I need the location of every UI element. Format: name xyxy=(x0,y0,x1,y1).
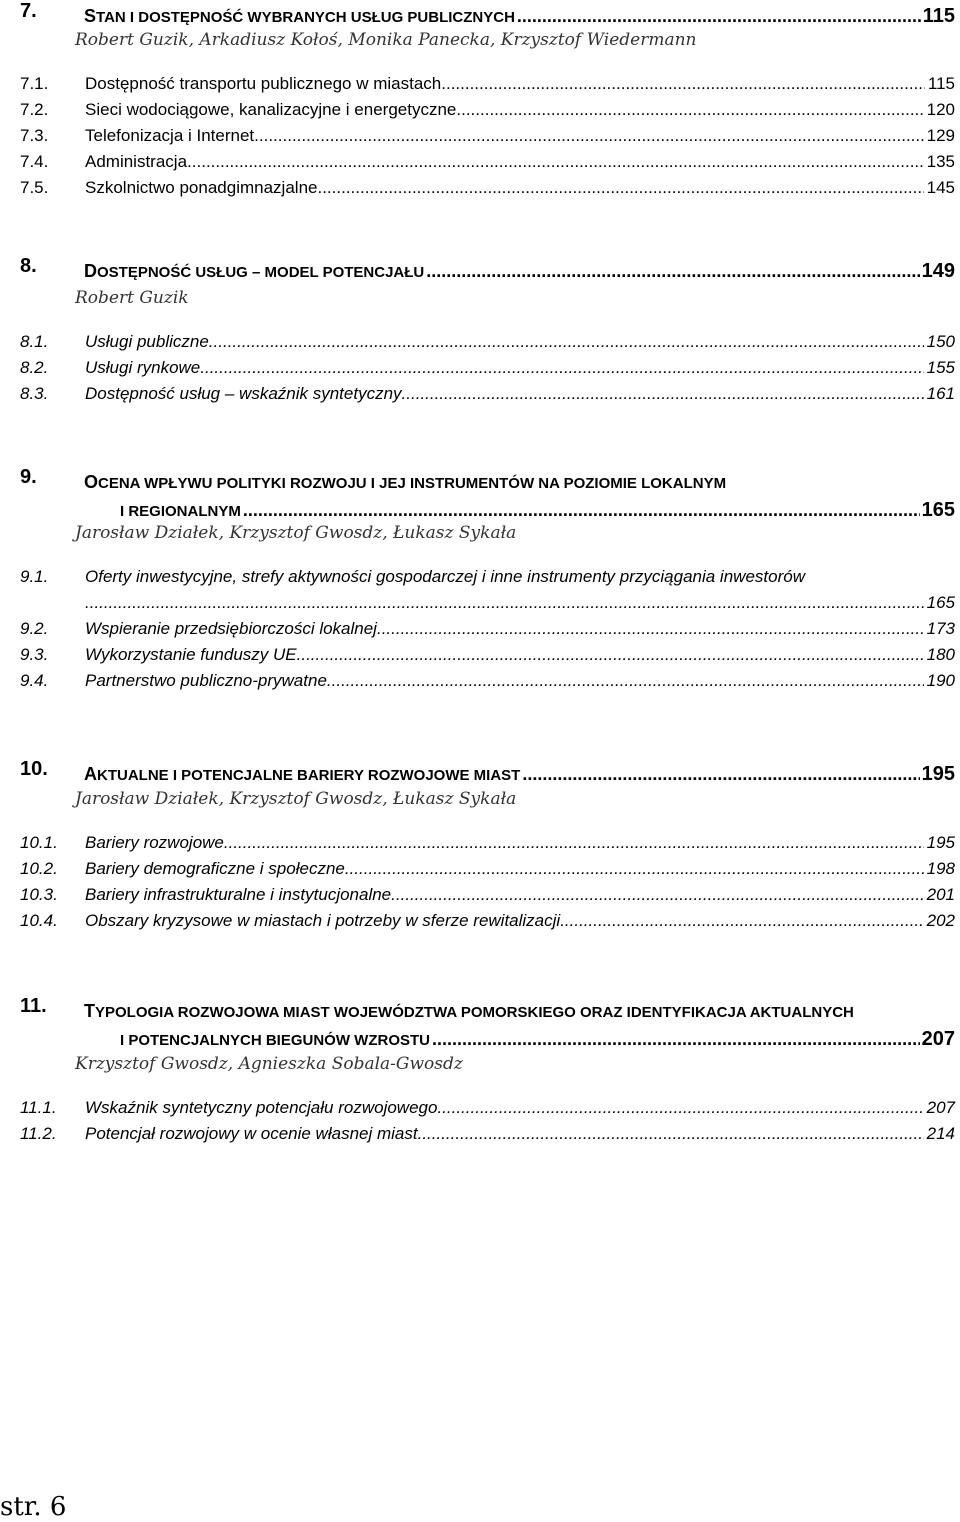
chapter-page: 149 xyxy=(921,260,955,282)
chapter-title: D OSTĘPNOŚĆ USŁUG – MODEL POTENCJAŁU ..... 149 xyxy=(84,257,955,287)
chapter-heading[interactable] xyxy=(20,255,955,285)
toc-entry[interactable]: 11.1. Wskaźnik syntetyczny potencjału rozwojowego ..... 207 xyxy=(20,1095,955,1121)
chapter-page: 165 xyxy=(921,499,955,521)
chapter-11 xyxy=(20,995,955,1147)
toc-entry[interactable]: 10.3. Bariery infrastrukturalne i instytucjonalne ..... 201 xyxy=(20,882,955,908)
toc-entry[interactable]: 11.2. Potencjał rozwojowy w ocenie własnej miast ..... 214 xyxy=(20,1121,955,1147)
chapter-heading[interactable] xyxy=(20,466,955,522)
chapter-title-line2: I REGIONALNYM ..... 165 xyxy=(120,496,955,526)
chapter-number: 7. xyxy=(20,0,37,22)
chapter-page: 195 xyxy=(921,763,955,785)
chapter-heading[interactable] xyxy=(20,0,955,30)
toc-entry[interactable]: 7.2. Sieci wodociągowe, kanalizacyjne i energetyczne ..... 120 xyxy=(20,97,955,123)
toc-entry[interactable]: 10.2. Bariery demograficzne i społeczne ..... 198 xyxy=(20,856,955,882)
toc-entry[interactable]: 7.1. Dostępność transportu publicznego w miastach. ..... 115 xyxy=(20,71,955,97)
chapter-10 xyxy=(20,758,955,934)
chapter-number: 10. xyxy=(20,758,48,780)
toc-entry[interactable]: 7.3. Telefonizacja i Internet ..... 129 xyxy=(20,123,955,149)
chapter-heading[interactable] xyxy=(20,758,955,788)
chapter-title-line2: I POTENCJALNYCH BIEGUNÓW WZROSTU ..... 207 xyxy=(120,1025,955,1055)
chapter-authors: Jarosław Działek, Krzysztof Gwosdz, Łukasz Sykała xyxy=(75,523,517,543)
chapter-title: O CENA WPŁYWU POLITYKI ROZWOJU I JEJ INSTRUMENTÓW NA POZIOMIE LOKALNYM xyxy=(84,472,727,492)
chapter-authors: Robert Guzik, Arkadiusz Kołoś, Monika Panecka, Krzysztof Wiedermann xyxy=(75,30,697,50)
toc-entry[interactable]: 7.5. Szkolnictwo ponadgimnazjalne ..... 145 xyxy=(20,175,955,201)
toc-entry[interactable]: 8.3. Dostępność usług – wskaźnik syntetyczny ..... 161 xyxy=(20,381,955,407)
chapter-title: T YPOLOGIA ROZWOJOWA MIAST WOJEWÓDZTWA POMORSKIEGO ORAZ IDENTYFIKACJA AKTUALNYCH xyxy=(84,1001,854,1021)
toc-entry[interactable]: 10.1. Bariery rozwojowe ..... 195 xyxy=(20,830,955,856)
toc-entry[interactable]: 7.4. Administracja ..... 135 xyxy=(20,149,955,175)
page-number: str. 6 xyxy=(0,1492,67,1522)
chapter-7 xyxy=(20,0,955,201)
chapter-number: 11. xyxy=(20,995,47,1017)
toc-entry[interactable]: 8.2. Usługi rynkowe ..... 155 xyxy=(20,355,955,381)
chapter-title: A KTUALNE I POTENCJALNE BARIERY ROZWOJOWE MIAST ..... 195 xyxy=(84,760,955,790)
toc-entry[interactable]: 9.1. Oferty inwestycyjne, strefy aktywności gospodarczej i inne instrumenty przyciągania inwestorów xyxy=(20,567,805,586)
chapter-authors: Krzysztof Gwosdz, Agnieszka Sobala-Gwosdz xyxy=(75,1054,463,1074)
chapter-authors: Robert Guzik xyxy=(75,288,189,308)
toc-entry-continuation[interactable]: ..... 165 xyxy=(20,590,955,616)
chapter-title: S TAN I DOSTĘPNOŚĆ WYBRANYCH USŁUG PUBLICZNYCH ..... 115 xyxy=(84,2,955,32)
chapter-page: 115 xyxy=(922,5,955,27)
chapter-number: 9. xyxy=(20,466,37,488)
toc-entry[interactable]: 9.2. Wspieranie przedsiębiorczości lokalnej ..... 173 xyxy=(20,616,955,642)
chapter-authors: Jarosław Działek, Krzysztof Gwosdz, Łukasz Sykała xyxy=(75,789,517,809)
chapter-number: 8. xyxy=(20,255,37,277)
toc-entry[interactable]: 10.4. Obszary kryzysowe w miastach i potrzeby w sferze rewitalizacji ..... 202 xyxy=(20,908,955,934)
chapter-heading[interactable] xyxy=(20,995,955,1053)
toc-entry[interactable]: 8.1. Usługi publiczne ..... 150 xyxy=(20,329,955,355)
chapter-8 xyxy=(20,255,955,407)
chapter-page: 207 xyxy=(921,1028,955,1050)
chapter-9 xyxy=(20,466,955,694)
toc-entry[interactable]: 9.4. Partnerstwo publiczno-prywatne ..... 190 xyxy=(20,668,955,694)
toc-entry[interactable]: 9.3. Wykorzystanie funduszy UE ..... 180 xyxy=(20,642,955,668)
